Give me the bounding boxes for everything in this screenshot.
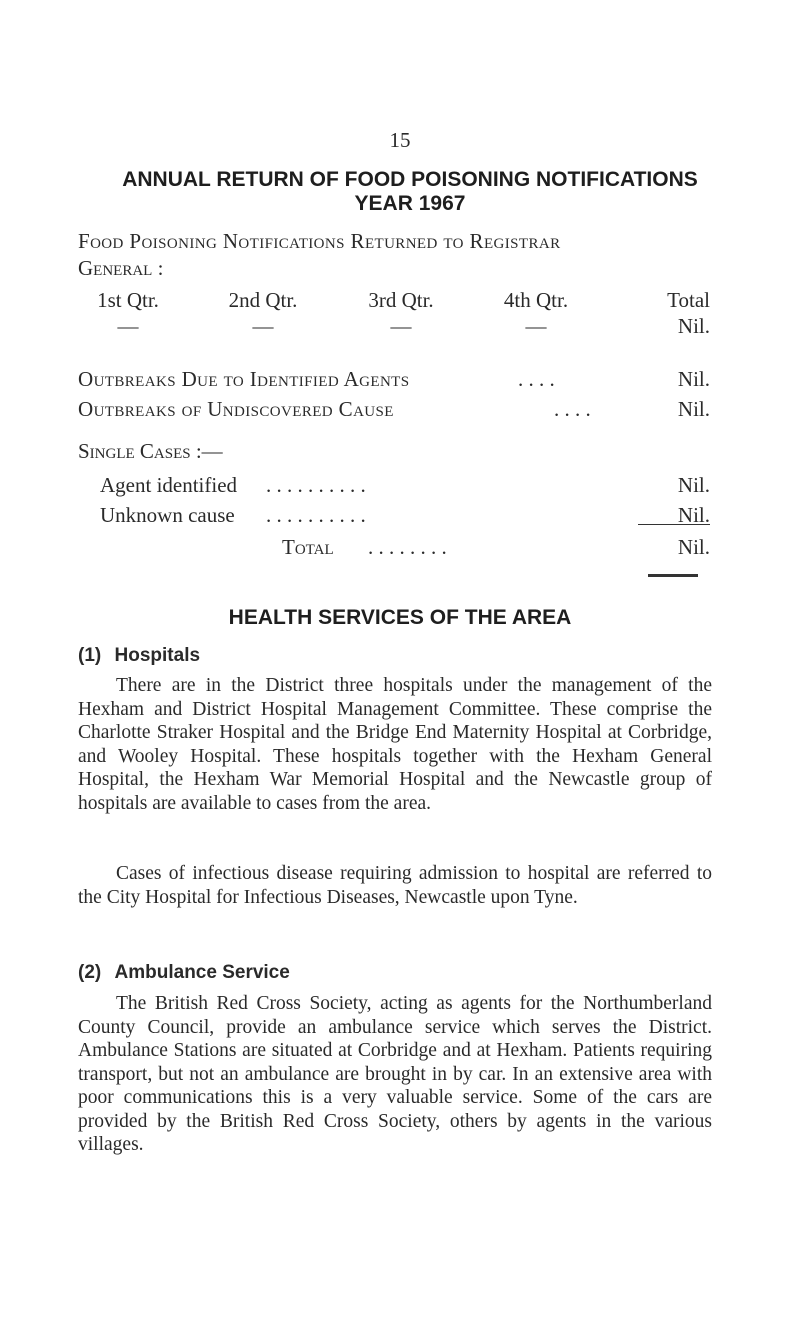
single-case-label: Agent identified bbox=[100, 473, 238, 497]
ambulance-paragraph-1: The British Red Cross Society, acting as agents for the Northumberland County Council, provide an ambulance service which serves the District. Ambulance Stations are situated at Corbridge and at Hexham. Patients requiring transport, but not an ambulance are brought in by car. In an extensive area with poor communications this is a very valuable service. Some of the cars are provided by the British Red Cross Society, others by agents in the various villages. bbox=[78, 993, 712, 1155]
sum-rule-bottom bbox=[648, 574, 698, 577]
total-value: Nil. bbox=[677, 535, 710, 559]
leader-dots: . . . . . . . . . . bbox=[266, 503, 366, 527]
total-header: Total bbox=[667, 288, 710, 312]
total-label: Total bbox=[282, 535, 334, 559]
return-title-line1: ANNUAL RETURN OF FOOD POISONING NOTIFICATIONS bbox=[122, 168, 698, 191]
single-case-row bbox=[100, 470, 710, 500]
single-cases-heading: Single Cases :— bbox=[78, 439, 223, 463]
total-value: Nil. bbox=[677, 314, 710, 338]
quarter-value: — bbox=[117, 314, 139, 338]
return-title-line2: YEAR 1967 bbox=[354, 192, 466, 215]
single-case-row bbox=[100, 500, 710, 530]
single-cases-list bbox=[100, 470, 710, 530]
quarter-value: — bbox=[252, 314, 274, 338]
section-number: (2) bbox=[78, 962, 102, 983]
leader-dots: . . . . . . . . bbox=[368, 535, 447, 559]
outbreak-row bbox=[78, 364, 710, 394]
section-ambulance-heading bbox=[78, 962, 290, 984]
total-row bbox=[78, 532, 710, 562]
single-case-value: Nil. bbox=[677, 503, 710, 527]
section-number: (1) bbox=[78, 645, 102, 666]
outbreak-value: Nil. bbox=[677, 397, 710, 421]
leader-dots: . . . . bbox=[518, 367, 555, 391]
section-title: Ambulance Service bbox=[114, 962, 290, 983]
outbreak-label: Outbreaks Due to Identified Agents bbox=[78, 367, 410, 391]
quarter-header: 2nd Qtr. bbox=[228, 288, 298, 312]
page-number: 15 bbox=[389, 128, 411, 152]
return-title bbox=[60, 168, 760, 216]
section-title: Hospitals bbox=[114, 645, 201, 666]
quarter-value: — bbox=[390, 314, 412, 338]
notifications-intro-line1: Food Poisoning Notifications Returned to Registrar bbox=[78, 229, 561, 253]
hospitals-paragraph-1: There are in the District three hospitals under the management of the Hexham and District Hospital Management Committee. These comprise the Charlotte Straker Hospital and the Bridge End Maternity Hospital at Corbridge, and Wooley Hospital. These hospitals together with the Hexham General Hospital, the Hexham War Memorial Hospital and the Newcastle group of hospitals are available to cases from the area. bbox=[78, 675, 712, 814]
health-services-heading: HEALTH SERVICES OF THE AREA bbox=[228, 606, 572, 629]
section-hospitals-heading bbox=[78, 645, 200, 667]
outbreak-label: Outbreaks of Undiscovered Cause bbox=[78, 397, 394, 421]
sum-rule-top bbox=[638, 524, 710, 525]
outbreak-value: Nil. bbox=[677, 367, 710, 391]
outbreaks-list bbox=[78, 364, 710, 424]
quarter-header: 1st Qtr. bbox=[97, 288, 159, 312]
quarters-table bbox=[78, 285, 710, 345]
single-case-label: Unknown cause bbox=[100, 503, 235, 527]
hospitals-paragraph-2: Cases of infectious disease requiring admission to hospital are referred to the City Hospital for Infectious Diseases, Newcastle upon Tyne. bbox=[78, 863, 712, 908]
quarter-value: — bbox=[525, 314, 547, 338]
quarter-header: 4th Qtr. bbox=[503, 288, 569, 312]
leader-dots: . . . . . . . . . . bbox=[266, 473, 366, 497]
quarters-values-row bbox=[78, 311, 710, 341]
quarter-header: 3rd Qtr. bbox=[368, 288, 434, 312]
total-row-inner bbox=[78, 532, 710, 562]
leader-dots: . . . . bbox=[554, 397, 591, 421]
notifications-intro bbox=[78, 228, 718, 282]
notifications-intro-line2: General : bbox=[78, 256, 164, 280]
single-case-value: Nil. bbox=[677, 473, 710, 497]
outbreak-row bbox=[78, 394, 710, 424]
